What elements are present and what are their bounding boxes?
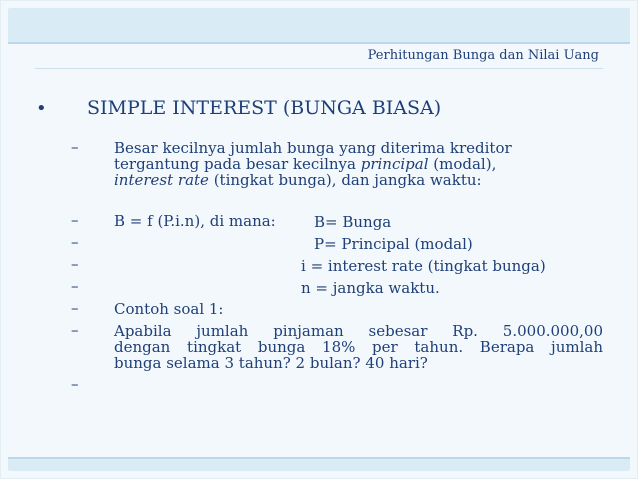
dash-marker: –: [71, 321, 79, 339]
dash-marker: –: [71, 138, 79, 156]
formula-i: i = interest rate (tingkat bunga): [301, 257, 546, 275]
slide-title: SIMPLE INTEREST (BUNGA BIASA): [87, 97, 442, 119]
formula-b: B= Bunga: [314, 213, 392, 231]
title-bullet: •: [36, 98, 47, 119]
dash-marker: –: [71, 255, 79, 273]
para1-line1: Besar kecilnya jumlah bunga yang diterima kreditor: [114, 139, 512, 157]
dash-marker: –: [71, 233, 79, 251]
para1-line2: tergantung pada besar kecilnya principal (modal),: [114, 155, 497, 173]
para1-line3: interest rate (tingkat bunga), dan jangka waktu:: [114, 171, 482, 189]
header-divider: [35, 68, 603, 69]
bottom-band: [8, 457, 630, 471]
example-label: Contoh soal 1:: [114, 300, 224, 318]
formula-lhs: B = f (P.i.n), di mana:: [114, 212, 276, 230]
formula-p: P= Principal (modal): [314, 235, 473, 253]
formula-n: n = jangka waktu.: [301, 279, 440, 297]
example-line1: Apabila jumlah pinjaman sebesar Rp. 5.000.000,00: [114, 322, 603, 340]
top-band: [8, 8, 630, 44]
dash-marker: –: [71, 375, 79, 393]
example-line3: bunga selama 3 tahun? 2 bulan? 40 hari?: [114, 354, 428, 372]
dash-marker: –: [71, 277, 79, 295]
dash-marker: –: [71, 211, 79, 229]
example-line2: dengan tingkat bunga 18% per tahun. Berapa jumlah: [114, 338, 603, 356]
dash-marker: –: [71, 299, 79, 317]
slide-header: Perhitungan Bunga dan Nilai Uang: [367, 48, 599, 63]
